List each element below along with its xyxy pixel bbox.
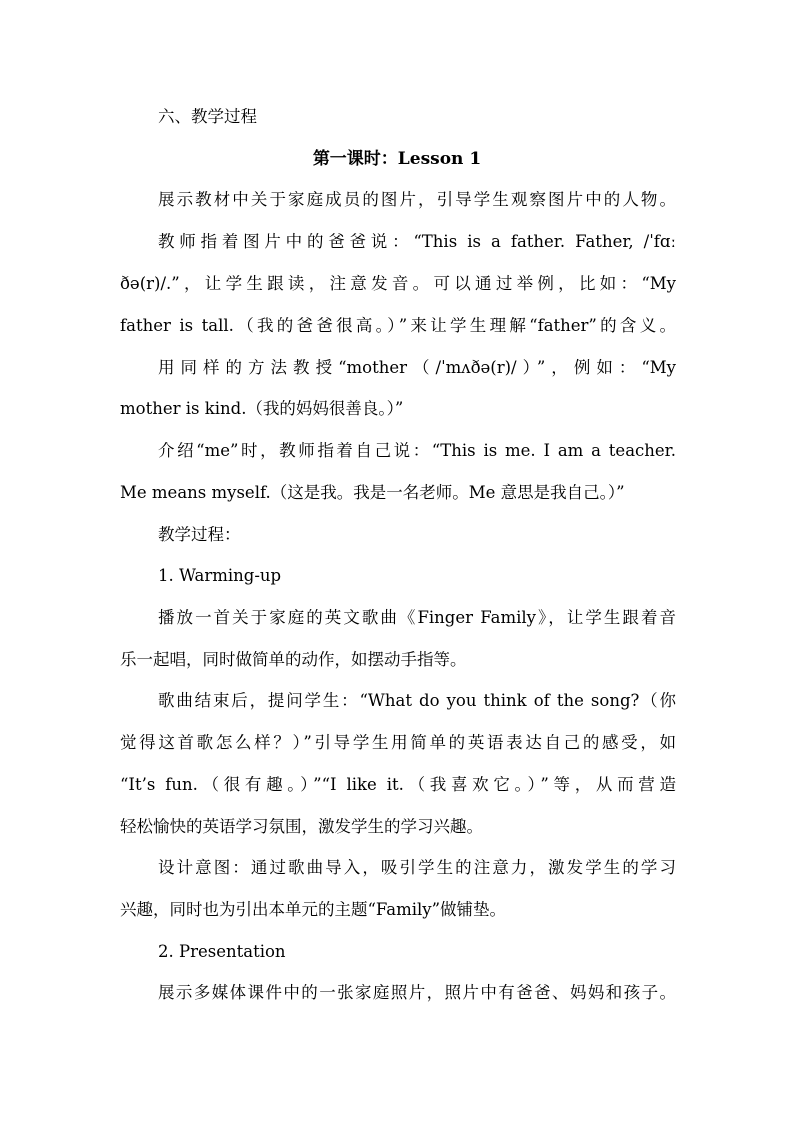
- paragraph-line: 1. Warming-up: [158, 566, 282, 585]
- paragraph-line: 歌曲结束后，提问学生：“What do you think of the song?（你: [158, 691, 676, 710]
- paragraph-line: 展示教材中关于家庭成员的图片，引导学生观察图片中的人物。: [158, 190, 676, 209]
- paragraph-line: mother is kind.（我的妈妈很善良。）”: [120, 399, 404, 418]
- paragraph-line: father is tall.（我的爸爸很高。）”来让学生理解“father”的含义。: [120, 316, 676, 335]
- paragraph-line: 2. Presentation: [158, 942, 286, 961]
- paragraph-line: 用同样的方法教授“mother（/ˈmʌðə(r)/）”，例如：“My: [158, 358, 676, 377]
- section-title: 六、教学过程: [158, 107, 257, 126]
- paragraph-line: 教学过程：: [158, 525, 241, 544]
- lesson-heading: 第一课时：Lesson 1: [312, 149, 482, 169]
- paragraph-line: 播放一首关于家庭的英文歌曲《Finger Family》，让学生跟着音: [158, 608, 676, 627]
- paragraph-line: 设计意图：通过歌曲导入，吸引学生的注意力，激发学生的学习: [158, 858, 676, 877]
- paragraph-line: 展示多媒体课件中的一张家庭照片，照片中有爸爸、妈妈和孩子。: [158, 983, 676, 1002]
- paragraph-line: 教师指着图片中的爸爸说：“This is a father. Father, /ˈfɑː: [158, 232, 676, 251]
- paragraph-line: “It’s fun.（很有趣。）”“I like it.（我喜欢它。）”等，从而营造: [120, 775, 676, 794]
- paragraph-line: 介绍“me”时，教师指着自己说：“This is me. I am a teacher.: [158, 441, 676, 460]
- paragraph-line: 兴趣，同时也为引出本单元的主题“Family”做铺垫。: [120, 900, 507, 919]
- paragraph-line: 轻松愉快的英语学习氛围，激发学生的学习兴趣。: [120, 817, 483, 836]
- paragraph-line: ðə(r)/.”，让学生跟读，注意发音。可以通过举例，比如：“My: [120, 274, 676, 293]
- paragraph-line: Me means myself.（这是我。我是一名老师。Me 意思是我自己。）”: [120, 483, 625, 502]
- paragraph-line: 乐一起唱，同时做简单的动作，如摆动手指等。: [120, 650, 467, 669]
- paragraph-line: 觉得这首歌怎么样？）”引导学生用简单的英语表达自己的感受，如: [120, 733, 676, 752]
